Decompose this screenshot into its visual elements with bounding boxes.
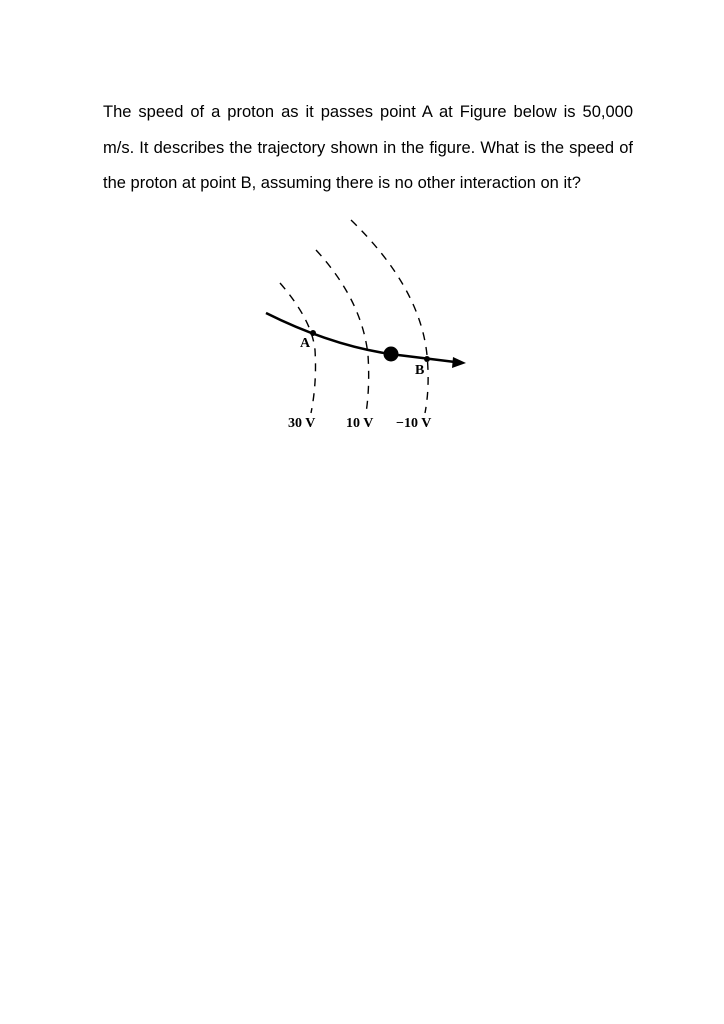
equipotential-label-10v: 10 V bbox=[346, 416, 374, 431]
equipotential-label-minus10v: −10 V bbox=[396, 416, 432, 431]
point-a-dot bbox=[310, 330, 316, 336]
trajectory-arrowhead bbox=[452, 357, 466, 368]
figure-canvas bbox=[250, 205, 480, 445]
point-a-label: A bbox=[300, 336, 311, 351]
point-b-dot bbox=[424, 356, 430, 362]
question-text: The speed of a proton as it passes point A at Figure below is 50,000 m/s. It describes the trajectory shown in the figure. What is the speed of the proton at point B, assuming there is no other interaction on it? bbox=[103, 103, 633, 192]
equipotential-line-30v bbox=[280, 283, 316, 413]
equipotential-line-10v bbox=[316, 250, 369, 413]
point-b-label: B bbox=[415, 363, 425, 378]
equipotential-label-30v: 30 V bbox=[288, 416, 316, 431]
trajectory-figure bbox=[250, 205, 480, 445]
equipotential-line-minus10v bbox=[351, 220, 428, 413]
proton bbox=[384, 347, 399, 362]
